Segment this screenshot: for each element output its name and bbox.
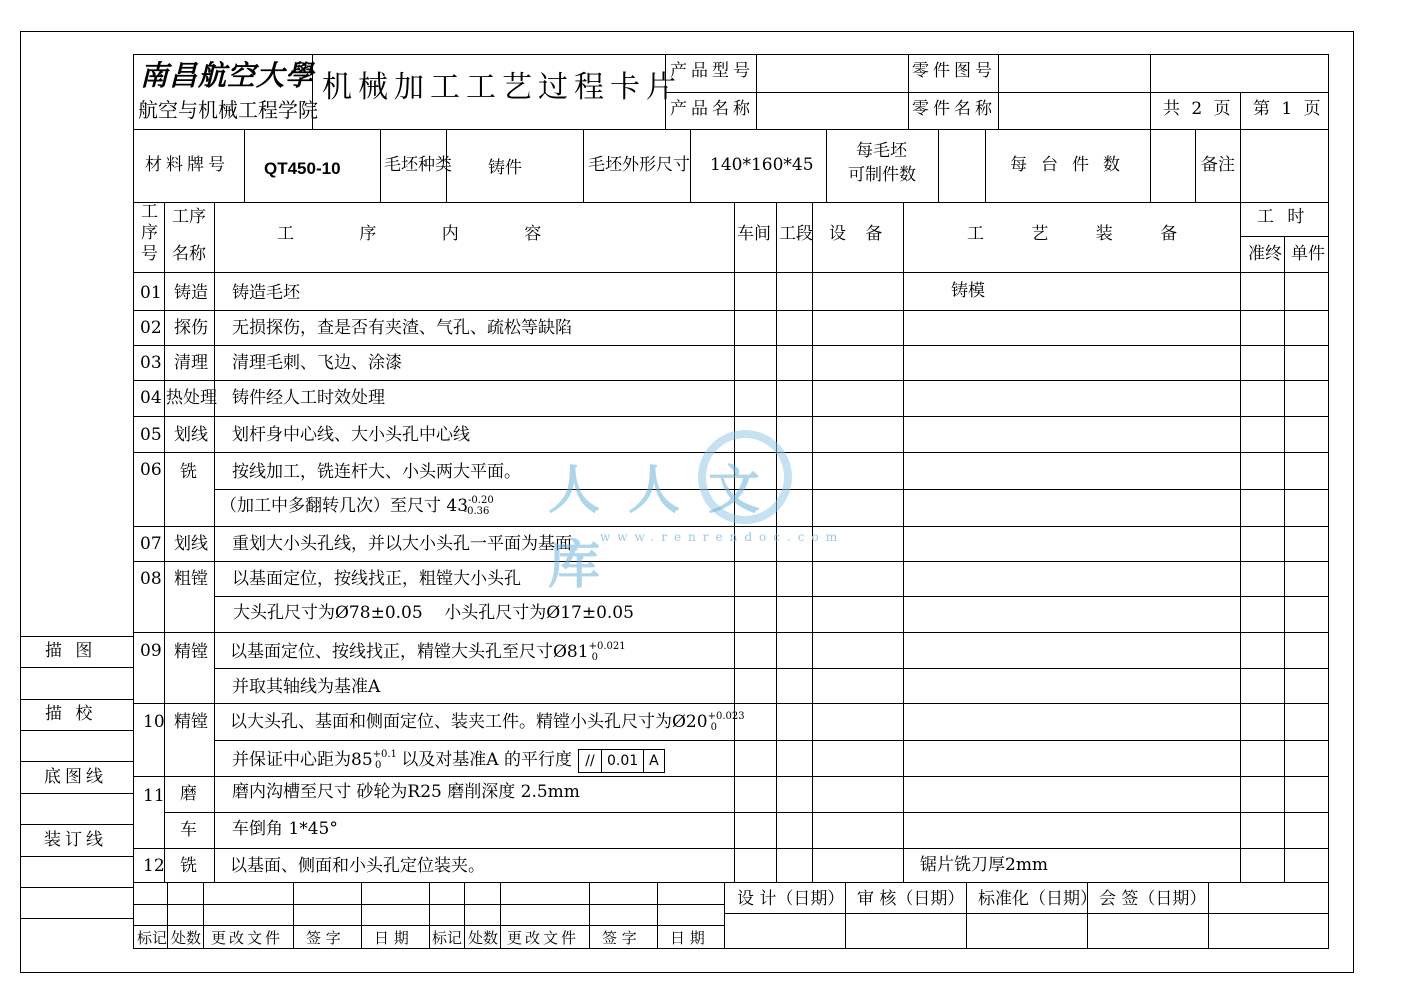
op-no: 01 xyxy=(140,283,162,303)
col-unit-time: 单件 xyxy=(1291,244,1325,264)
per-blank-label-2: 可制件数 xyxy=(848,165,916,185)
op-no: 04 xyxy=(140,388,162,408)
op-name: 磨 xyxy=(180,784,197,804)
tol-upper: +0.021 xyxy=(588,641,626,652)
col-section: 工段 xyxy=(779,224,813,244)
rev-change-doc-2: 更改文件 xyxy=(507,929,580,947)
op-no: 03 xyxy=(140,353,162,373)
op-no: 02 xyxy=(140,318,162,338)
op-no: 06 xyxy=(140,460,162,480)
op-content: 按线加工，铣连杆大、小头两大平面。 xyxy=(232,462,521,482)
op-name: 铣 xyxy=(180,462,197,482)
tol-lower: -0.36 xyxy=(463,506,490,517)
total-pages: 共 2 页 xyxy=(1163,99,1231,119)
parallelism-value: 0.01 xyxy=(601,750,643,772)
side-label-binding-line: 装订线 xyxy=(44,830,107,850)
op-name: 粗镗 xyxy=(174,569,208,589)
footer-countersign: 会 签（日期） xyxy=(1099,889,1207,909)
product-model-label: 产品型号 xyxy=(670,61,754,81)
op-name: 热处理 xyxy=(166,388,217,408)
op-content: 划杆身中心线、大小头孔中心线 xyxy=(232,425,470,445)
op-content: 以基面、侧面和小头孔定位装夹。 xyxy=(230,856,485,876)
op-tooling: 锯片铣刀厚2mm xyxy=(920,855,1049,875)
op-no: 11 xyxy=(143,786,165,806)
op-no: 09 xyxy=(140,641,162,661)
card-title: 机械加工工艺过程卡片 xyxy=(322,70,682,105)
col-op-name-2: 名称 xyxy=(172,244,206,264)
op-name: 铸造 xyxy=(174,283,208,303)
op-content: 清理毛刺、飞边、涂漆 xyxy=(232,353,402,373)
tol2-lower: 0 xyxy=(374,760,382,771)
part-drawing-no-label: 零件图号 xyxy=(912,61,996,81)
op-name: 精镗 xyxy=(174,712,208,732)
parallelism-symbol: // xyxy=(585,753,595,769)
rev-count: 处数 xyxy=(171,929,202,947)
tol-lower: 0 xyxy=(710,722,717,733)
rev-signature: 签 字 xyxy=(306,929,341,947)
op-name-2: 车 xyxy=(180,820,197,840)
op-content-line3: 以及对基准A 的平行度 xyxy=(401,750,572,770)
op-content-line2: 并取其轴线为基准A xyxy=(232,677,381,697)
op-content-line2: 大头孔尺寸为Ø78±0.05 小头孔尺寸为Ø17±0.05 xyxy=(233,603,634,623)
part-name-label: 零件名称 xyxy=(912,99,996,119)
op-content: 铸件经人工时效处理 xyxy=(232,388,385,408)
page-number: 第 1 页 xyxy=(1253,99,1321,119)
op-content: 以基面定位、按线找正，精镗大头孔至尺寸$Ø81^{+0.021}0$ xyxy=(230,641,626,663)
per-blank-label-1: 每毛坯 xyxy=(856,141,907,161)
datum-reference: A xyxy=(643,750,664,772)
op-no: 08 xyxy=(140,569,162,589)
tol2-upper: +0.1 xyxy=(372,749,397,760)
blank-dims-label: 毛坯外形尺寸 xyxy=(588,155,690,175)
op-name: 划线 xyxy=(174,425,208,445)
rev-mark: 标记 xyxy=(137,929,168,947)
op-content: 以基面定位，按线找正，粗镗大小头孔 xyxy=(232,569,521,589)
col-prep-time: 准终 xyxy=(1248,244,1282,264)
tol-lower: 0 xyxy=(591,652,598,663)
col-man-hours: 工 时 xyxy=(1257,207,1305,227)
op-name: 探伤 xyxy=(174,318,208,338)
col-equipment: 设 备 xyxy=(829,224,883,244)
side-label-trace-check: 描 校 xyxy=(45,704,97,724)
col-op-no-1: 工 xyxy=(141,202,158,222)
rev-mark-2: 标记 xyxy=(432,929,463,947)
blank-dims-value: 140*160*45 xyxy=(710,155,814,175)
blank-type-label: 毛坯种类 xyxy=(384,155,452,175)
rev-count-2: 处数 xyxy=(468,929,499,947)
tol-upper: +0.023 xyxy=(707,711,745,722)
footer-design: 设 计（日期） xyxy=(737,889,845,909)
product-name-label: 产品名称 xyxy=(670,99,754,119)
col-workshop: 车间 xyxy=(737,224,771,244)
col-op-no-2: 序 xyxy=(141,223,158,243)
op-content: 重划大小头孔线，并以大小头孔一平面为基面 xyxy=(232,534,572,554)
tol-upper: -0.20 xyxy=(468,495,494,506)
remarks-label: 备注 xyxy=(1201,155,1235,175)
op-name: 清理 xyxy=(174,353,208,373)
rev-date-2: 日 期 xyxy=(670,929,705,947)
op-no: 10 xyxy=(143,712,165,732)
col-op-no-3: 号 xyxy=(141,244,158,264)
col-op-name-1: 工序 xyxy=(172,207,206,227)
university-logo: 南昌航空大學 xyxy=(140,59,315,92)
watermark-url: www.renrendoc.com xyxy=(600,530,845,544)
material-grade-label: 材料牌号 xyxy=(145,155,229,175)
rev-change-doc: 更改文件 xyxy=(211,929,284,947)
blank-type-value: 铸件 xyxy=(488,158,522,178)
op-content: 以大头孔、基面和侧面定位、装夹工件。精镗小头孔尺寸为$Ø20^{+0.023}0$ xyxy=(230,711,745,733)
op-name: 划线 xyxy=(174,534,208,554)
rev-signature-2: 签 字 xyxy=(602,929,637,947)
col-tooling: 工 艺 装 备 xyxy=(967,224,1178,244)
op-no: 07 xyxy=(140,534,162,554)
footer-review: 审 核（日期） xyxy=(857,889,965,909)
op-no: 05 xyxy=(140,425,162,445)
parallelism-tolerance-frame xyxy=(578,749,665,773)
material-grade-value: QT450-10 xyxy=(264,159,341,178)
op-content: 无损探伤，查是否有夹渣、气孔、疏松等缺陷 xyxy=(232,318,572,338)
college-name: 航空与机械工程学院 xyxy=(138,98,318,122)
footer-standardization: 标准化（日期） xyxy=(978,889,1097,909)
op-tooling: 铸模 xyxy=(951,281,985,301)
side-label-trace: 描 图 xyxy=(45,641,97,661)
op-content-line2: 并保证中心距为$85^{+0.1}0$ 以及对基准A 的平行度 xyxy=(232,749,572,771)
op-name: 铣 xyxy=(180,856,197,876)
rev-date: 日 期 xyxy=(374,929,409,947)
op-no: 12 xyxy=(143,856,165,876)
op-content: 铸造毛坯 xyxy=(232,283,300,303)
op-content-line2: 车倒角 1*45° xyxy=(232,819,338,839)
op-content-line2: （加工中多翻转几次）至尺寸 $43^{-0.20}-0.36$ xyxy=(220,495,494,517)
watermark-text: 人人文库 xyxy=(548,461,789,596)
op-content: 磨内沟槽至尺寸 砂轮为R25 磨削深度 2.5mm xyxy=(232,782,580,802)
op-name: 精镗 xyxy=(174,642,208,662)
side-label-base-line: 底图线 xyxy=(44,767,107,787)
per-unit-label: 每台件数 xyxy=(1010,155,1134,175)
col-op-content: 工 序 内 容 xyxy=(277,224,542,244)
